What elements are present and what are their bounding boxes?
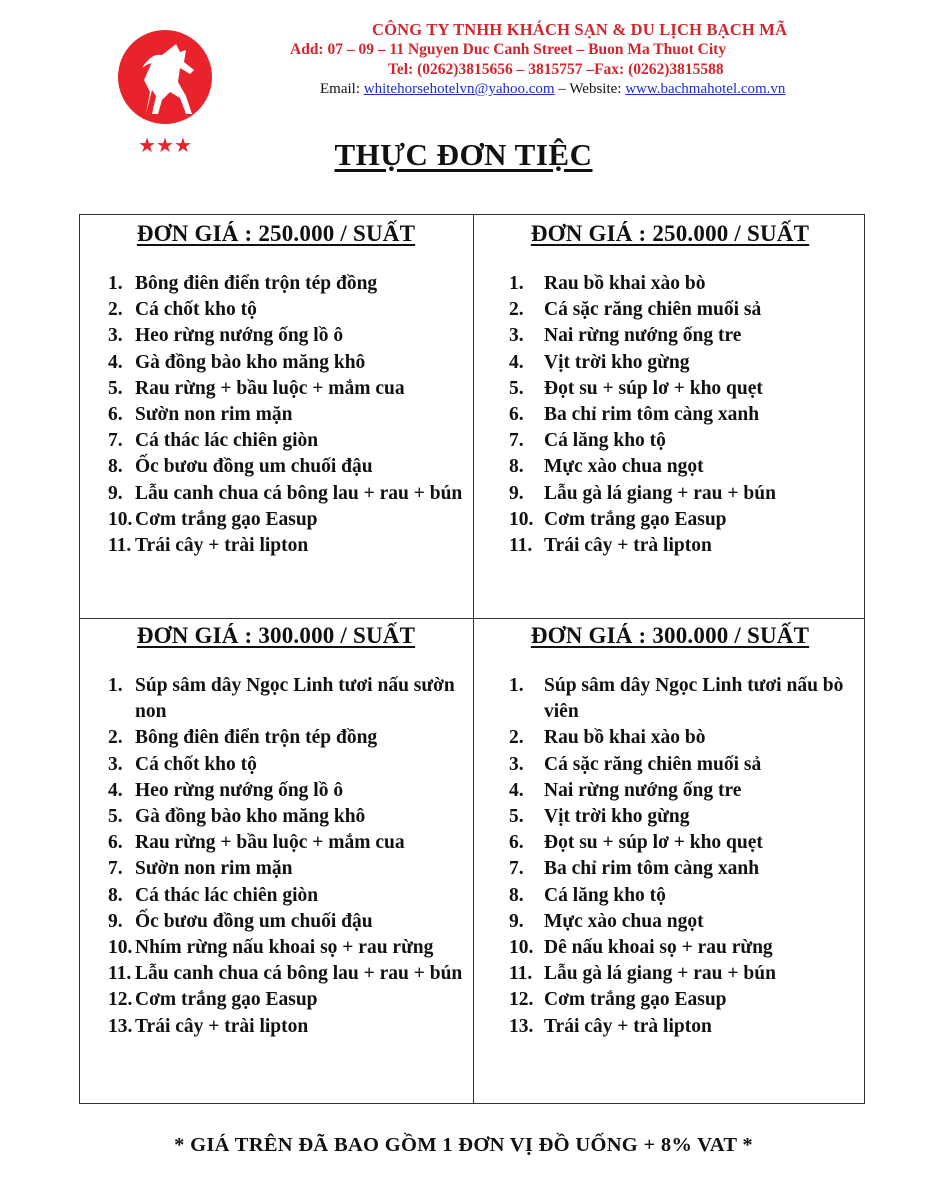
menu-item-label: Mực xào chua ngọt [544, 910, 704, 932]
menu-item [474, 856, 866, 882]
menu-item-number: 11. [509, 963, 533, 985]
menu-price: ĐƠN GIÁ : 250.000 / SUẤT [530, 221, 810, 246]
menu-item [474, 350, 866, 376]
menu-item-number: 8. [108, 884, 123, 906]
menu-item-number: 10. [108, 508, 133, 530]
menu-item-label: Cá chốt kho tộ [135, 299, 257, 321]
menu-item-label: Mực xào chua ngọt [544, 456, 704, 478]
menu-item-number: 1. [108, 273, 123, 294]
menu-item-label: Rau rừng + bầu luộc + mắm cua [135, 377, 405, 399]
menu-item-label: Lẫu gà lá giang + rau + bún [544, 482, 776, 504]
menu-item [80, 830, 472, 856]
menu-item-number: 1. [509, 273, 524, 294]
menu-item [80, 271, 472, 297]
menu-price: ĐƠN GIÁ : 300.000 / SUẤT [530, 623, 810, 648]
website-separator: – Website: [554, 81, 626, 97]
menu-item-label: Bông điên điển trộn tép đồng [135, 273, 378, 294]
menu-item [474, 987, 866, 1013]
website-link[interactable]: www.bachmahotel.com.vn [625, 81, 786, 97]
menu-item-label: Rau rừng + bầu luộc + mắm cua [135, 832, 405, 854]
menu-item-label: Vịt trời kho gừng [544, 806, 690, 828]
menu-item-label: Cá thác lác chiên giòn [135, 884, 319, 906]
menu-item-label: Nai rừng nướng ống tre [544, 325, 742, 347]
menu-item [474, 909, 866, 935]
menu-item-number: 5. [509, 806, 524, 828]
menu-item-label: Vịt trời kho gừng [544, 351, 690, 373]
menu-item-number: 13. [108, 1015, 133, 1037]
menu-item-number: 10. [509, 937, 534, 959]
menu-item-label: Đọt su + súp lơ + kho quẹt [544, 377, 763, 399]
menu-item [474, 297, 866, 323]
menu-item [474, 376, 866, 402]
menu-item-number: 5. [509, 377, 524, 399]
menu-item-number: 10. [509, 508, 534, 530]
menu-item-label: Trái cây + trài lipton [135, 1015, 309, 1037]
page-title: THỰC ĐƠN TIỆC [334, 137, 593, 172]
menu-item [474, 778, 866, 804]
menu-item [80, 297, 472, 323]
menu-item [80, 350, 472, 376]
menu-item-label: Gà đồng bào kho măng khô [135, 351, 366, 373]
menu-item-number: 9. [108, 910, 123, 932]
menu-item [80, 725, 472, 751]
menu-item-label: Nai rừng nướng ống tre [544, 779, 742, 801]
menu-item-number: 12. [108, 989, 133, 1011]
menu-item-label: Lẫu gà lá giang + rau + bún [544, 963, 776, 985]
email-label: Email: [320, 81, 364, 97]
menu-item [80, 856, 472, 882]
menu-item-number: 8. [509, 884, 524, 906]
menu-items [474, 673, 866, 1040]
menu-item-number: 3. [509, 753, 524, 775]
menu-item [474, 428, 866, 454]
menu-300-a [80, 623, 472, 1040]
menu-item-number: 6. [509, 832, 524, 854]
menu-item-number: 8. [108, 456, 123, 478]
menu-price: ĐƠN GIÁ : 300.000 / SUẤT [136, 623, 416, 648]
menu-item [80, 507, 472, 533]
menu-item [80, 909, 472, 935]
price-note: * GIÁ TRÊN ĐÃ BAO GỒM 1 ĐƠN VỊ ĐỒ UỐNG + 8% VAT * [174, 1134, 753, 1156]
menu-item-number: 3. [509, 325, 524, 347]
menu-item-label: Rau bồ khai xào bò [544, 273, 706, 294]
menu-item-number: 7. [108, 430, 123, 452]
menu-item [80, 987, 472, 1013]
menu-item [474, 533, 866, 559]
menu-item-label: Cơm trắng gạo Easup [544, 989, 727, 1011]
menu-item [80, 673, 472, 725]
menu-item-number: 8. [509, 456, 524, 478]
menu-item-label: Bông điên điển trộn tép đồng [135, 727, 378, 749]
menu-item [80, 533, 472, 559]
menu-item-number: 6. [509, 404, 524, 426]
menu-item-number: 6. [108, 832, 123, 854]
menu-item-label: Dê nấu khoai sọ + rau rừng [544, 937, 773, 959]
menu-item [80, 752, 472, 778]
menu-item-label: Cá lăng kho tộ [544, 430, 666, 452]
menu-item-label: Cơm trắng gạo Easup [135, 508, 318, 530]
menu-item-number: 13. [509, 1015, 534, 1037]
menu-item-number: 2. [509, 299, 524, 321]
menu-item [474, 402, 866, 428]
menu-item [80, 1014, 472, 1040]
menu-item-label: Ba chỉ rim tôm càng xanh [544, 404, 760, 426]
menu-item-number: 7. [108, 858, 123, 880]
menu-item-number: 11. [108, 535, 132, 557]
menu-item [474, 271, 866, 297]
menu-item [474, 481, 866, 507]
menu-item-number: 2. [108, 727, 123, 749]
menu-item [474, 752, 866, 778]
menu-item-label: Đọt su + súp lơ + kho quẹt [544, 832, 763, 854]
menu-item-label: Cá chốt kho tộ [135, 753, 257, 775]
menu-item-label: Ốc bươu đồng um chuối đậu [135, 910, 373, 932]
menu-250-a [80, 221, 472, 559]
menu-item [80, 454, 472, 480]
menu-item-number: 10. [108, 937, 133, 959]
menu-item-number: 12. [509, 989, 534, 1011]
menu-250-b [474, 221, 866, 559]
menu-item [474, 323, 866, 349]
menu-item-label: Trái cây + trà lipton [544, 1015, 712, 1037]
menu-item-number: 4. [509, 779, 524, 801]
menu-item-label: Gà đồng bào kho măng khô [135, 806, 366, 828]
menu-item [80, 778, 472, 804]
menu-item-number: 3. [108, 753, 123, 775]
menu-item-label: Ốc bươu đồng um chuối đậu [135, 456, 373, 478]
menu-item-label: Cá thác lác chiên giòn [135, 430, 319, 452]
menu-item-label: Heo rừng nướng ống lồ ô [135, 325, 344, 347]
menu-item-number: 11. [108, 963, 132, 985]
logo-stars: ★★★ [138, 133, 192, 157]
divider-horizontal [80, 618, 864, 619]
menu-item-label: Lẫu canh chua cá bông lau + rau + bún [135, 482, 463, 504]
menu-item-label: Súp sâm dây Ngọc Linh tươi nấu bò viên [544, 675, 844, 723]
menu-item [474, 961, 866, 987]
menu-item-number: 4. [108, 779, 123, 801]
menu-item [474, 804, 866, 830]
menu-item-number: 7. [509, 858, 524, 880]
menu-item-number: 4. [509, 351, 524, 373]
menu-item [80, 428, 472, 454]
menu-item-number: 5. [108, 806, 123, 828]
menu-item-label: Nhím rừng nấu khoai sọ + rau rừng [135, 937, 434, 959]
menu-items [474, 271, 866, 559]
menu-item-label: Cơm trắng gạo Easup [544, 508, 727, 530]
menu-item [474, 507, 866, 533]
menu-item [80, 961, 472, 987]
menu-item-number: 9. [108, 482, 123, 504]
menu-item [80, 376, 472, 402]
menu-item [474, 883, 866, 909]
menu-price: ĐƠN GIÁ : 250.000 / SUẤT [136, 221, 416, 246]
menu-item-label: Súp sâm dây Ngọc Linh tươi nấu sườn non [135, 675, 455, 723]
menu-item-number: 7. [509, 430, 524, 452]
menu-item [80, 883, 472, 909]
menu-item-label: Cá sặc răng chiên muối sả [544, 299, 762, 321]
menu-item-number: 2. [509, 727, 524, 749]
menu-item-number: 11. [509, 535, 533, 557]
menu-item-label: Heo rừng nướng ống lồ ô [135, 779, 344, 801]
menu-item-number: 2. [108, 299, 123, 321]
email-link[interactable]: whitehorsehotelvn@yahoo.com [363, 81, 555, 97]
menu-item [80, 402, 472, 428]
menu-item [80, 323, 472, 349]
menu-grid [79, 214, 865, 1104]
menu-item [474, 935, 866, 961]
menu-item [474, 673, 866, 725]
menu-item-label: Cá lăng kho tộ [544, 884, 666, 906]
menu-item [80, 804, 472, 830]
menu-item-label: Rau bồ khai xào bò [544, 727, 706, 749]
menu-item-number: 9. [509, 910, 524, 932]
menu-item-number: 5. [108, 377, 123, 399]
menu-item [474, 1014, 866, 1040]
menu-item-number: 6. [108, 404, 123, 426]
menu-items [80, 673, 472, 1040]
company-address: Add: 07 – 09 – 11 Nguyen Duc Canh Street – Buon Ma Thuot City [290, 41, 727, 58]
menu-item-label: Sườn non rim mặn [135, 404, 293, 426]
menu-item [474, 830, 866, 856]
menu-item-label: Cá sặc răng chiên muối sả [544, 753, 762, 775]
menu-item-number: 1. [108, 675, 123, 696]
menu-item [80, 935, 472, 961]
company-phone: Tel: (0262)3815656 – 3815757 –Fax: (0262)3815588 [388, 61, 724, 78]
menu-item-label: Lẫu canh chua cá bông lau + rau + bún [135, 963, 463, 985]
company-name: CÔNG TY TNHH KHÁCH SẠN & DU LỊCH BẠCH MÃ [372, 20, 788, 39]
menu-item-label: Sườn non rim mặn [135, 858, 293, 880]
menu-item-label: Trái cây + trài lipton [135, 535, 309, 557]
menu-item-label: Ba chỉ rim tôm càng xanh [544, 858, 760, 880]
menu-item-label: Trái cây + trà lipton [544, 535, 712, 557]
menu-item-number: 3. [108, 325, 123, 347]
menu-items [80, 271, 472, 559]
menu-item-number: 4. [108, 351, 123, 373]
menu-item [80, 481, 472, 507]
menu-item-number: 9. [509, 482, 524, 504]
contact-line [320, 81, 785, 98]
menu-300-b [474, 623, 866, 1040]
menu-item [474, 454, 866, 480]
menu-item-label: Cơm trắng gạo Easup [135, 989, 318, 1011]
menu-item [474, 725, 866, 751]
menu-item-number: 1. [509, 675, 524, 696]
